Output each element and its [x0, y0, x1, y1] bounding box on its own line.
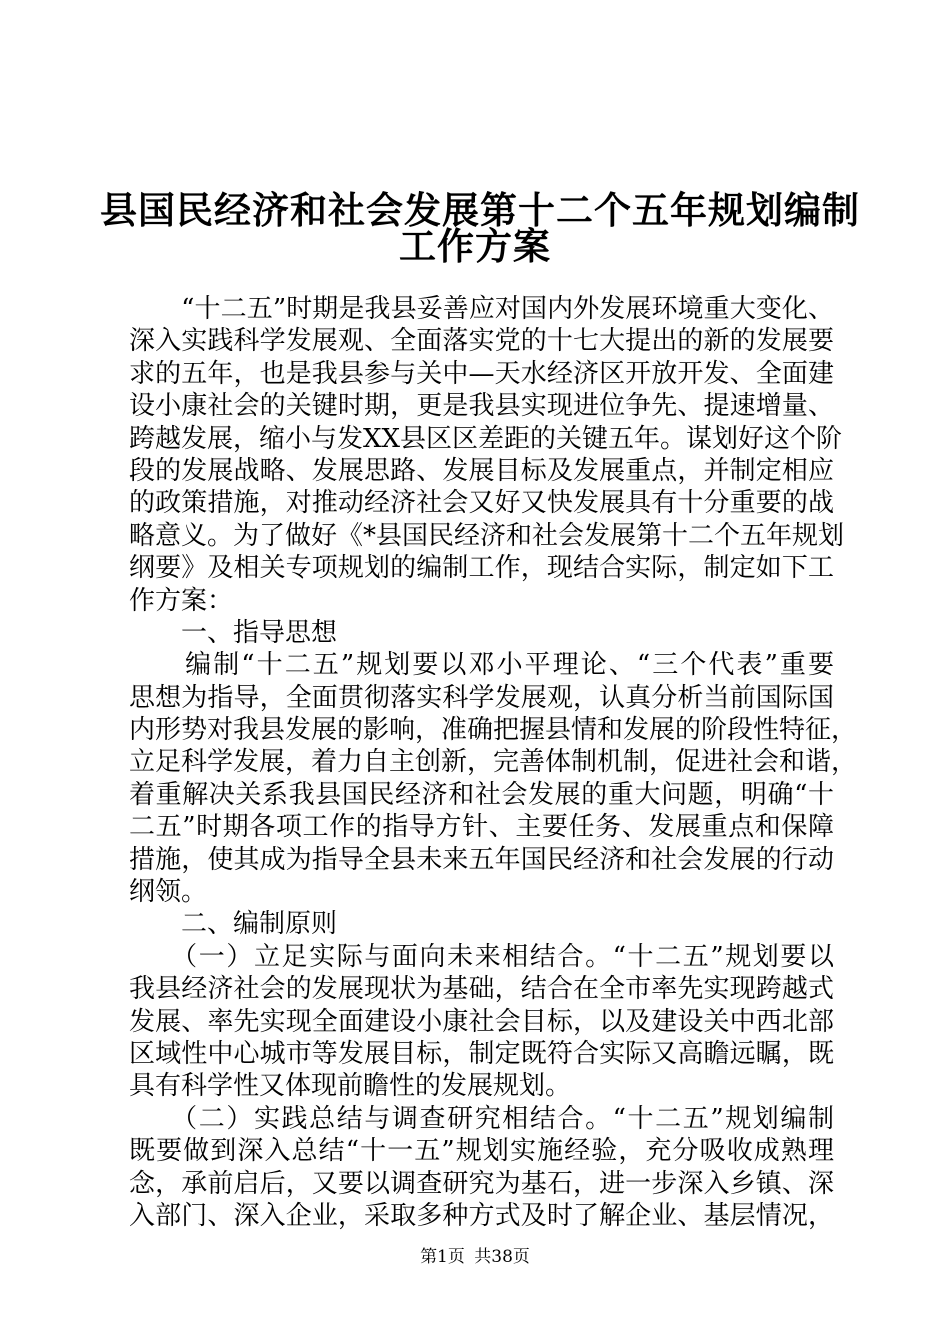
body-line: 纲要》及相关专项规划的编制工作，现结合实际，制定如下工: [129, 553, 834, 584]
body-line: 我县经济社会的发展现状为基础，结合在全市率先实现跨越式: [129, 974, 834, 1005]
body-line: 略意义。为了做好《*县国民经济和社会发展第十二个五年规划: [129, 520, 845, 551]
document-body: [129, 293, 858, 1232]
body-line: 区域性中心城市等发展目标，制定既符合实际又高瞻远瞩，既: [129, 1038, 834, 1069]
body-line: 的政策措施，对推动经济社会又好又快发展具有十分重要的战: [129, 488, 834, 519]
body-line: 念，承前启后，又要以调查研究为基石，进一步深入乡镇、深: [129, 1168, 834, 1199]
body-line: 作方案：: [129, 585, 234, 616]
body-line: 编制“十二五”规划要以邓小平理论、“三个代表”重要: [129, 650, 834, 681]
body-line: 一、指导思想: [129, 617, 338, 648]
body-line: 纲领。: [129, 877, 208, 908]
body-line: （二）实践总结与调查研究相结合。“十二五”规划编制: [129, 1103, 834, 1134]
body-line: 发展、率先实现全面建设小康社会目标，以及建设关中西北部: [129, 1006, 834, 1037]
body-line: （一）立足实际与面向未来相结合。“十二五”规划要以: [129, 941, 834, 972]
document-title-line-1: 县国民经济和社会发展第十二个五年规划编制: [100, 188, 860, 232]
body-line: 措施，使其成为指导全县未来五年国民经济和社会发展的行动: [129, 844, 834, 875]
body-line: 具有科学性又体现前瞻性的发展规划。: [129, 1071, 572, 1102]
body-line: 既要做到深入总结“十一五”规划实施经验，充分吸收成熟理: [129, 1136, 834, 1167]
body-line: 二、编制原则: [129, 909, 338, 940]
body-line: 二五”时期各项工作的指导方针、主要任务、发展重点和保障: [129, 812, 834, 843]
body-line: “十二五”时期是我县妥善应对国内外发展环境重大变化、: [129, 294, 834, 324]
body-line: 求的五年，也是我县参与关中—天水经济区开放开发、全面建: [129, 358, 834, 389]
body-line: 入部门、深入企业，采取多种方式及时了解企业、基层情况，: [129, 1200, 834, 1231]
document-title-line-2: 工作方案: [399, 224, 551, 268]
body-line: 着重解决关系我县国民经济和社会发展的重大问题，明确“十: [129, 779, 834, 810]
page-footer: 第1页 共38页: [420, 1247, 530, 1267]
body-line: 设小康社会的关键时期，更是我县实现进位争先、提速增量、: [129, 391, 834, 422]
body-line: 深入实践科学发展观、全面落实党的十七大提出的新的发展要: [129, 326, 834, 357]
body-line: 跨越发展，缩小与发XX县区区差距的关键五年。谋划好这个阶: [129, 423, 843, 454]
body-line: 内形势对我县发展的影响，准确把握县情和发展的阶段性特征，: [129, 715, 858, 746]
body-line: 立足科学发展，着力自主创新，完善体制机制，促进社会和谐，: [129, 747, 858, 778]
body-line: 段的发展战略、发展思路、发展目标及发展重点，并制定相应: [129, 455, 834, 486]
body-line: 思想为指导，全面贯彻落实科学发展观，认真分析当前国际国: [129, 682, 834, 713]
